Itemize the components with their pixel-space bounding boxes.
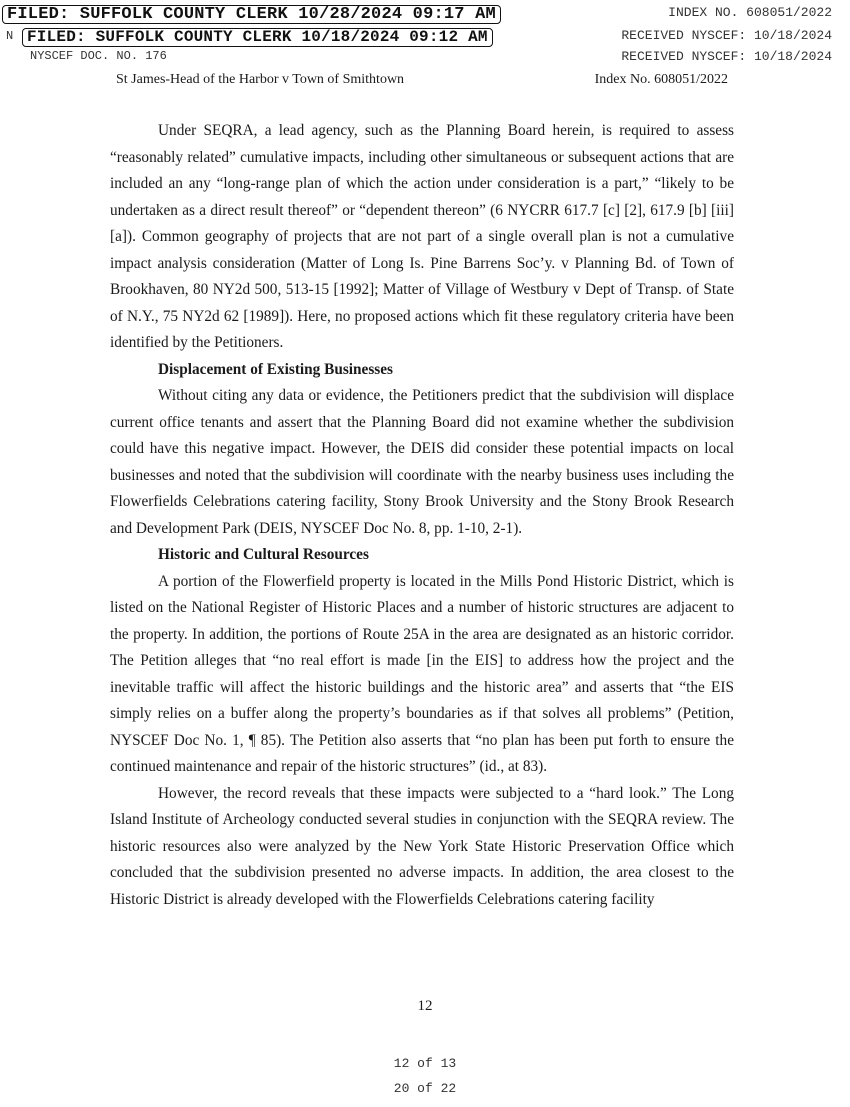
heading-historic: Historic and Cultural Resources	[158, 546, 369, 563]
paragraph-historic-district: A portion of the Flowerfield property is located in the Mills Pond Historic District, which is listed on the National Register of Historic Places and a number of historic structures are adjacent to the property. In addition, the portions of Route 25A in the area are designated as an historic corridor. The Petition alleges that “no real effort is made [in the EIS] to address how the project and the inevitable traffic will affect the historic buildings and the historic area” and asserts that “the EIS simply relies on a buffer along the property’s boundaries as if that solves all problems” (Petition, NYSCEF Doc No. 1, ¶ 85). The Petition also asserts that “no plan has been put forth to ensure the continued maintenance and repair of the historic structures” (id., at 83).	[110, 572, 734, 775]
page-of-secondary: 20 of 22	[393, 1081, 457, 1096]
filed-stamp-secondary: FILED: SUFFOLK COUNTY CLERK 10/18/2024 09:12 AM	[22, 28, 493, 47]
paragraph-hard-look: However, the record reveals that these impacts were subjected to a “hard look.” The Long Island Institute of Archeology conducted several studies in conjunction with the SEQRA review. The historic resources also were analyzed by the New York State Historic Preservation Office which concluded that the subdivision presented no adverse impacts. In addition, the area closest to the Historic District is already developed with the Flowerfields Celebrations catering facility	[110, 784, 734, 908]
heading-displacement: Displacement of Existing Businesses	[158, 360, 393, 378]
nyscef-doc-number: NYSCEF DOC. NO. 176	[30, 49, 167, 63]
document-body	[110, 118, 734, 913]
received-nyscef: RECEIVED NYSCEF: 10/18/2024	[621, 49, 832, 64]
paragraph-displacement: Without citing any data or evidence, the Petitioners predict that the subdivision will displace current office tenants and assert that the Planning Board did not examine whether the subdivision could have this negative impact. However, the DEIS did consider these potential impacts on local businesses and noted that the subdivision will coordinate with the nearby business uses including the Flowerfields Celebrations catering facility, Stony Brook University and the Stony Brook Research and Development Park (DEIS, NYSCEF Doc No. 8, pp. 1-10, 2-1).	[110, 387, 734, 537]
doc-prefix: N	[6, 29, 14, 43]
received-nyscef-overlap: RECEIVED NYSCEF: 10/18/2024	[621, 28, 832, 43]
filed-stamp-primary: FILED: SUFFOLK COUNTY CLERK 10/28/2024 09:17 AM	[2, 5, 501, 24]
index-number-header: INDEX NO. 608051/2022	[668, 5, 832, 20]
caption-index-number: Index No. 608051/2022	[594, 72, 728, 87]
case-caption: St James-Head of the Harbor v Town of Smithtown	[116, 72, 405, 87]
page-of-primary: 12 of 13	[393, 1056, 457, 1071]
page-number: 12	[417, 998, 433, 1014]
paragraph-cumulative-impacts: Under SEQRA, a lead agency, such as the Planning Board herein, is required to assess “reasonably related” cumulative impacts, including other simultaneous or subsequent actions that are included an any “long-range plan of which the action under consideration is a part,” “likely to be undertaken as a direct result thereof” or “dependent thereon” (6 NYCRR 617.7 [c] [2], 617.9 [b] [iii] [a]). Common geography of projects that are not part of a single overall plan is not a cumulative impact analysis consideration (Matter of Long Is. Pine Barrens Soc’y. v Planning Bd. of Town of Brookhaven, 80 NY2d 500, 513-15 [1992]; Matter of Village of Westbury v Dept of Transp. of State of N.Y., 75 NY2d 62 [1989]). Here, no proposed actions which fit these regulatory criteria have been identified by the Petitioners.	[110, 122, 734, 351]
